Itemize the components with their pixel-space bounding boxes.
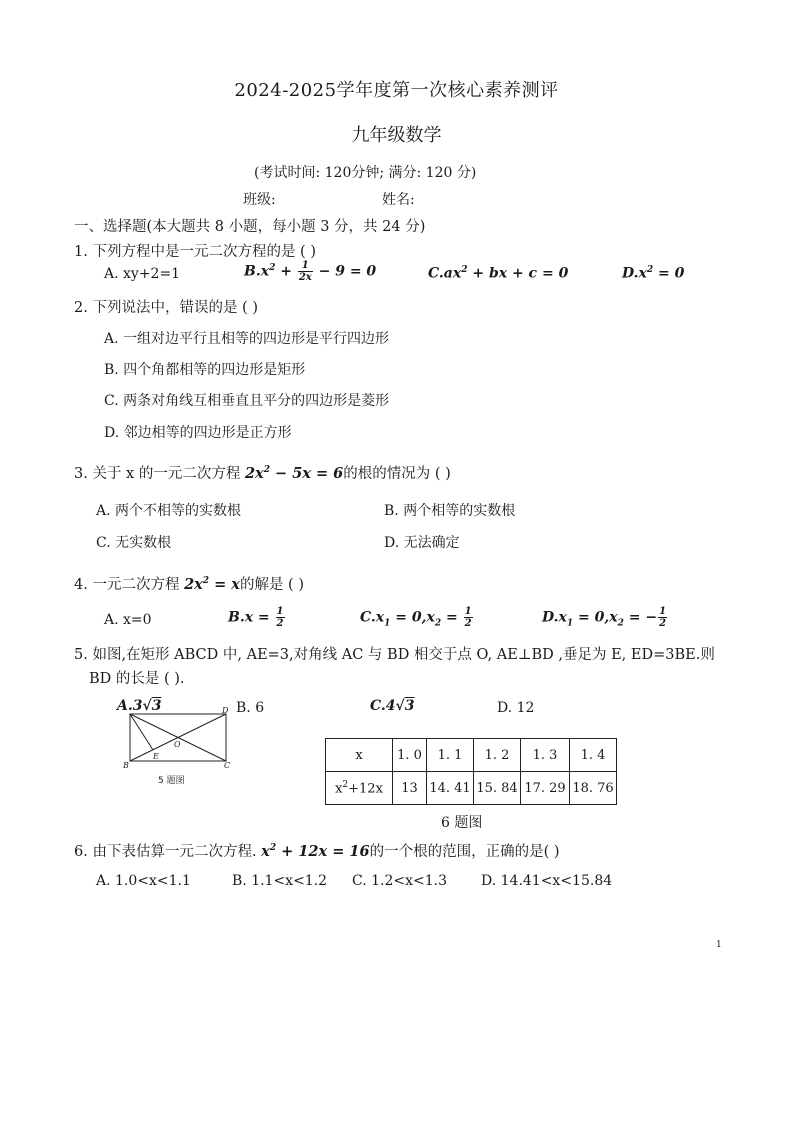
q2-stem: 2. 下列说法中，错误的是 ( ) <box>74 300 258 316</box>
name-label: 姓名: <box>382 192 415 208</box>
table-cell: 17. 29 <box>521 772 570 805</box>
q5-option-b: B. 6 <box>236 700 265 716</box>
q6-table-caption: 6 题图 <box>441 815 483 831</box>
table-cell: 1. 3 <box>521 739 570 772</box>
q3-option-d: D. 无法确定 <box>384 535 460 551</box>
table-cell: 1. 0 <box>393 739 427 772</box>
q1-option-d: $D.x^2 = 0$ <box>622 265 685 282</box>
label-b: B <box>123 761 129 770</box>
page-number: 1 <box>716 940 722 950</box>
q6-option-a: A. 1.0<x<1.1 <box>96 873 191 889</box>
q5-figure <box>118 704 242 790</box>
table-cell: x <box>326 739 393 772</box>
label-c: C <box>224 761 231 770</box>
q4-option-a: A. x=0 <box>104 612 152 628</box>
q5-option-a: A.3√3 <box>117 698 162 714</box>
q2-option-c: C. 两条对角线互相垂直且平分的四边形是菱形 <box>104 393 390 409</box>
table-cell: 13 <box>393 772 427 805</box>
table-cell: 14. 41 <box>427 772 474 805</box>
q2-option-a: A. 一组对边平行且相等的四边形是平行四边形 <box>104 331 390 347</box>
table-cell: 1. 1 <box>427 739 474 772</box>
exam-title: 2024-2025学年度第一次核心素养测评 <box>234 80 559 101</box>
q5-option-d: D. 12 <box>497 700 535 716</box>
q5-figure-caption: 5 题图 <box>158 776 185 786</box>
q5-option-c: C.4√3 <box>370 698 415 714</box>
q4-option-b: B.x = $\frac{1}{2}$ <box>228 606 284 629</box>
table-cell: $x^2+12x$ <box>326 772 393 805</box>
q1-option-b: $B.x^2$ + $\frac{1}{2x}$ − 9 = 0 <box>244 260 377 283</box>
exam-subtitle: 九年级数学 <box>351 125 442 146</box>
q2-option-b: B. 四个角都相等的四边形是矩形 <box>104 362 306 378</box>
section-heading: 一、选择题(本大题共 8 小题，每小题 3 分，共 24 分) <box>74 219 426 235</box>
q6-option-d: D. 14.41<x<15.84 <box>481 873 613 889</box>
q6-option-b: B. 1.1<x<1.2 <box>232 873 328 889</box>
q4-option-c: $C.x_1 = 0,x_2$ = $\frac{1}{2}$ <box>360 606 472 629</box>
table-cell: 15. 84 <box>474 772 521 805</box>
table-cell: 1. 2 <box>474 739 521 772</box>
label-e: E <box>153 752 159 761</box>
q4-stem: 4. 一元二次方程 $2x^2 = x$的解是 ( ) <box>74 576 304 593</box>
q5-stem-line2: BD 的长是 ( ). <box>89 671 185 687</box>
q1-b-fraction: $\frac{1}{2x}$ <box>298 260 312 283</box>
q6-stem: 6. 由下表估算一元二次方程. $x^2 + 12x = 16$的一个根的范围，正确的是( ) <box>74 843 560 860</box>
q2-option-d: D. 邻边相等的四边形是正方形 <box>104 425 292 441</box>
label-d: D <box>222 706 229 715</box>
class-label: 班级: <box>243 192 276 208</box>
q5-stem-line1: 5. 如图,在矩形 ABCD 中, AE=3,对角线 AC 与 BD 相交于点 O, AE⊥BD ,垂足为 E, ED=3BE.则 <box>74 647 715 663</box>
q4-option-d: $D.x_1 = 0,x_2$ = − $\frac{1}{2}$ <box>542 606 667 629</box>
table-cell: 1. 4 <box>570 739 617 772</box>
q1-stem: 1. 下列方程中是一元二次方程的是 ( ) <box>74 244 316 260</box>
exam-info: (考试时间: 120分钟; 满分: 120 分) <box>254 165 477 181</box>
q3-option-a: A. 两个不相等的实数根 <box>96 503 242 519</box>
q6-value-table <box>325 738 617 805</box>
q3-option-b: B. 两个相等的实数根 <box>384 503 516 519</box>
q3-stem: 3. 关于 x 的一元二次方程 $2x^2 - 5x = 6$的根的情况为 ( ) <box>74 465 451 482</box>
label-o: O <box>174 740 181 749</box>
q1-option-a: A. xy+2=1 <box>104 266 181 282</box>
q1-option-c: $C.ax^2$ + bx + c = 0 <box>428 265 569 282</box>
table-row <box>326 739 617 772</box>
q6-option-c: C. 1.2<x<1.3 <box>352 873 447 889</box>
table-cell: 18. 76 <box>570 772 617 805</box>
table-row <box>326 772 617 805</box>
q3-option-c: C. 无实数根 <box>96 535 172 551</box>
